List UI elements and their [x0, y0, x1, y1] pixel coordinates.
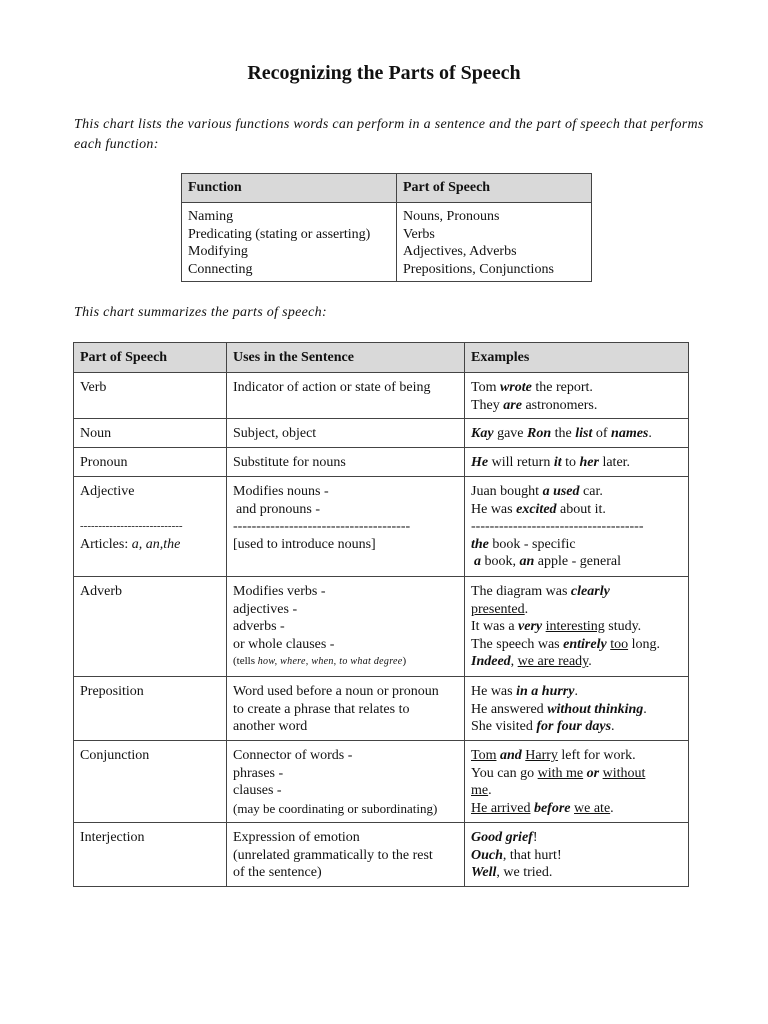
- pos-adjective: [74, 477, 227, 577]
- example-line: Good grief!: [471, 830, 538, 845]
- table-row: [74, 677, 689, 741]
- function-predicating: Predicating (stating or asserting): [188, 226, 371, 242]
- divider-dashes: --------------------------------------: [233, 519, 411, 535]
- pos-conjunction: Conjunction: [74, 741, 227, 823]
- header-part-of-speech-col: Part of Speech: [74, 343, 227, 373]
- example-line: a book, an apple - general: [474, 554, 621, 570]
- table-row: [74, 419, 689, 448]
- use-line: Connector of words -: [233, 748, 353, 763]
- page-title: Recognizing the Parts of Speech: [247, 62, 521, 84]
- use-line: Expression of emotion: [233, 830, 360, 845]
- table-row: [74, 577, 689, 677]
- examples-conjunction: [465, 741, 689, 823]
- use-line: Modifies nouns -: [233, 484, 329, 499]
- example-line: Kay gave Ron the list of names.: [471, 426, 652, 441]
- intro-functions-text: This chart lists the various functions words can perform in a sentence and the part of speech that performs each function:: [74, 117, 704, 152]
- examples-verb: [465, 373, 689, 419]
- header-function: Function: [182, 174, 397, 203]
- use-line: of the sentence): [233, 865, 322, 881]
- use-verb: Indicator of action or state of being: [227, 373, 465, 419]
- example-line: Tom and Harry left for work.: [471, 748, 636, 763]
- examples-adjective: [465, 477, 689, 577]
- use-line: Word used before a noun or pronoun: [233, 684, 439, 699]
- header-part-of-speech: Part of Speech: [397, 174, 592, 203]
- examples-adverb: [465, 577, 689, 677]
- examples-pronoun: [465, 448, 689, 477]
- use-line: to create a phrase that relates to: [233, 701, 410, 717]
- example-line: The speech was entirely too long.: [471, 636, 660, 652]
- functions-cell: [182, 203, 397, 282]
- pos-verb: Verb: [74, 373, 227, 419]
- use-line: or whole clauses -: [233, 636, 335, 652]
- example-line: It was a very interesting study.: [471, 619, 642, 635]
- use-line: adverbs -: [233, 619, 285, 635]
- pos-pronoun: Pronoun: [74, 448, 227, 477]
- use-line: [used to introduce nouns]: [233, 536, 376, 552]
- use-line: (unrelated grammatically to the rest: [233, 847, 433, 863]
- table-row: [74, 741, 689, 823]
- use-adjective: [227, 477, 465, 577]
- use-line: clauses -: [233, 783, 282, 799]
- example-line: presented.: [471, 601, 529, 617]
- use-pronoun: Substitute for nouns: [227, 448, 465, 477]
- part-prepositions-conjunctions: Prepositions, Conjunctions: [403, 261, 554, 277]
- example-line: Tom wrote the report.: [471, 380, 593, 395]
- functions-table-row: [182, 203, 592, 282]
- use-line: and pronouns -: [236, 501, 320, 517]
- use-preposition: [227, 677, 465, 741]
- example-line: me.: [471, 783, 492, 799]
- divider-dashes: -------------------------------------: [471, 519, 644, 535]
- parts-cell: [397, 203, 592, 282]
- example-line: He arrived before we ate.: [471, 800, 614, 816]
- use-adverb: [227, 577, 465, 677]
- part-verbs: Verbs: [403, 226, 435, 242]
- table-row: [74, 823, 689, 887]
- adjective-label: Adjective: [80, 484, 135, 499]
- use-line: another word: [233, 719, 308, 735]
- example-line: You can go with me or without: [471, 765, 646, 781]
- example-line: They are astronomers.: [471, 397, 598, 413]
- example-line: He answered without thinking.: [471, 701, 647, 717]
- part-nouns-pronouns: Nouns, Pronouns: [403, 209, 500, 224]
- table-row: [74, 477, 689, 577]
- use-line: adjectives -: [233, 601, 298, 617]
- function-modifying: Modifying: [188, 244, 248, 260]
- parts-table-header: [74, 343, 689, 373]
- use-line: phrases -: [233, 765, 284, 781]
- header-examples-col: Examples: [465, 343, 689, 373]
- example-line: He will return it to her later.: [471, 455, 631, 470]
- example-line: The diagram was clearly: [471, 584, 610, 599]
- use-noun: Subject, object: [227, 419, 465, 448]
- pos-interjection: Interjection: [74, 823, 227, 887]
- parts-of-speech-table: [73, 342, 689, 887]
- example-line: She visited for four days.: [471, 719, 615, 735]
- example-line: He was in a hurry.: [471, 684, 578, 699]
- pos-noun: Noun: [74, 419, 227, 448]
- part-adjectives-adverbs: Adjectives, Adverbs: [403, 244, 517, 260]
- table-row: [74, 373, 689, 419]
- divider-dashes: ----------------------------: [80, 520, 183, 533]
- example-line: Well, we tried.: [471, 865, 553, 881]
- examples-interjection: [465, 823, 689, 887]
- examples-preposition: [465, 677, 689, 741]
- use-line: (may be coordinating or subordinating): [233, 800, 438, 816]
- example-line: Indeed, we are ready.: [471, 654, 592, 670]
- functions-table: [181, 173, 592, 282]
- example-line: the book - specific: [471, 536, 576, 552]
- use-line: (tells how, where, when, to what degree): [233, 655, 407, 668]
- functions-table-header: [182, 174, 592, 203]
- function-naming: Naming: [188, 209, 234, 224]
- use-interjection: [227, 823, 465, 887]
- example-line: Juan bought a used car.: [471, 484, 603, 499]
- articles-label: Articles: a, an,the: [80, 536, 181, 552]
- intro-summary-text: This chart summarizes the parts of speech:: [74, 305, 327, 320]
- use-conjunction: [227, 741, 465, 823]
- use-line: Modifies verbs -: [233, 584, 326, 599]
- pos-adverb: Adverb: [74, 577, 227, 677]
- function-connecting: Connecting: [188, 261, 253, 277]
- pos-preposition: Preposition: [74, 677, 227, 741]
- example-line: He was excited about it.: [471, 501, 606, 517]
- header-uses-col: Uses in the Sentence: [227, 343, 465, 373]
- table-row: [74, 448, 689, 477]
- examples-noun: [465, 419, 689, 448]
- example-line: Ouch, that hurt!: [471, 847, 562, 863]
